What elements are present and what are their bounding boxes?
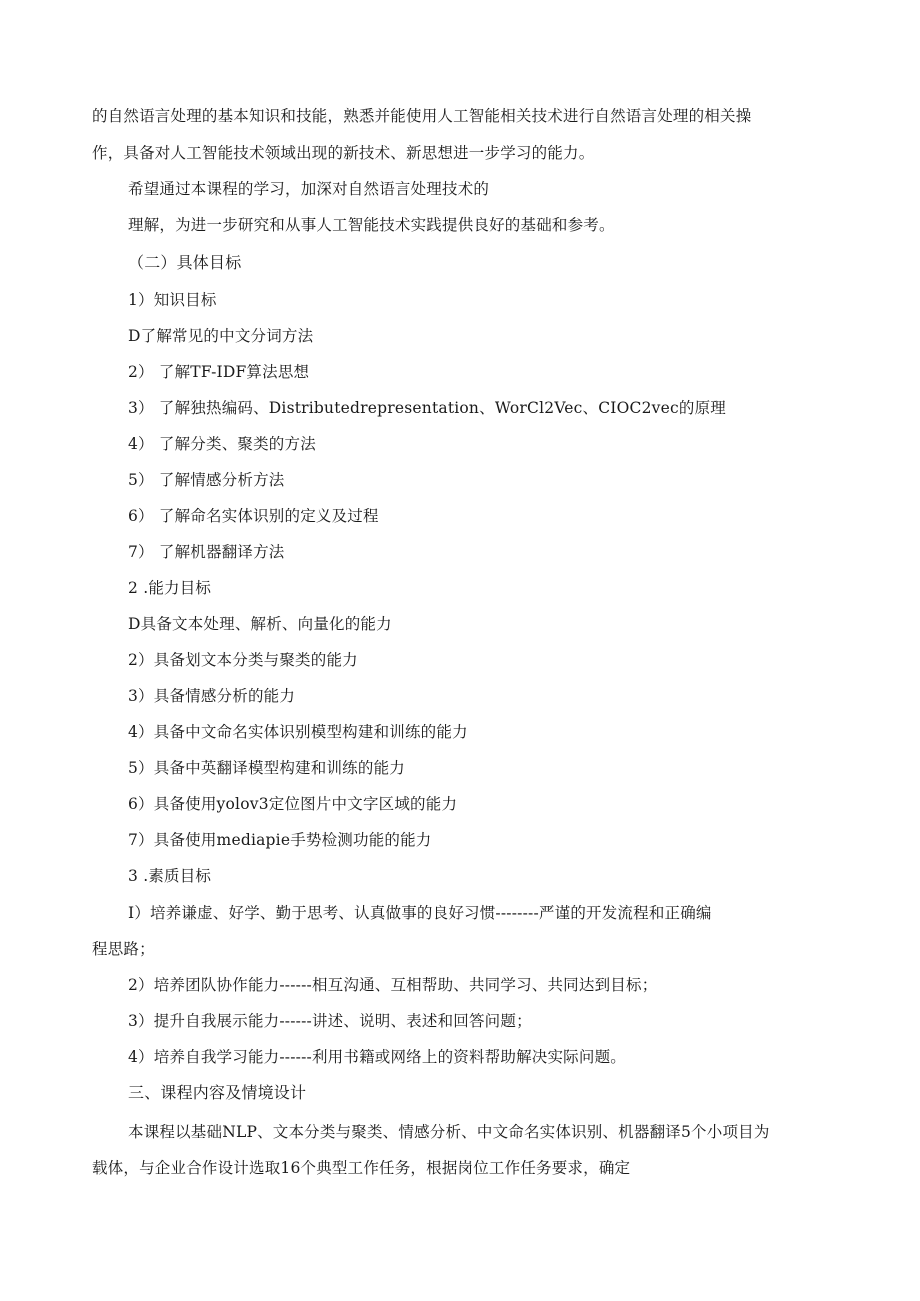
section-heading: （二）具体目标 xyxy=(128,253,242,272)
list-item: 3） 了解独热编码、Distributedrepresentation、WorCl2Vec、CIOC2vec的原理 xyxy=(128,399,726,417)
subsection-heading: 1）知识目标 xyxy=(128,291,217,309)
list-item: 7）具备使用mediapie手势检测功能的能力 xyxy=(128,831,432,849)
subsection-heading: 3 .素质目标 xyxy=(128,867,212,885)
list-item: 4） 了解分类、聚类的方法 xyxy=(128,435,316,453)
list-item: 6）具备使用yolov3定位图片中文字区域的能力 xyxy=(128,795,458,813)
list-item: 4）具备中文命名实体识别模型构建和训练的能力 xyxy=(128,723,468,741)
list-item: 3）具备情感分析的能力 xyxy=(128,687,296,705)
list-item: 2）具备划文本分类与聚类的能力 xyxy=(128,651,358,669)
list-item: I）培养谦虚、好学、勤于思考、认真做事的良好习惯--------严谨的开发流程和正确编 xyxy=(128,904,712,922)
list-item: 5） 了解情感分析方法 xyxy=(128,471,285,489)
list-item: 3）提升自我展示能力------讲述、说明、表述和回答问题； xyxy=(128,1012,532,1030)
paragraph-line: 理解，为进一步研究和从事人工智能技术实践提供良好的基础和参考。 xyxy=(128,216,615,234)
list-item: 2）培养团队协作能力------相互沟通、互相帮助、共同学习、共同达到目标； xyxy=(128,976,658,994)
subsection-heading: 2 .能力目标 xyxy=(128,579,212,597)
section-heading: 三、课程内容及情境设计 xyxy=(128,1083,307,1102)
paragraph-line: 作，具备对人工智能技术领域出现的新技术、新思想进一步学习的能力。 xyxy=(92,144,595,162)
list-item: 6） 了解命名实体识别的定义及过程 xyxy=(128,507,379,525)
list-item: 7） 了解机器翻译方法 xyxy=(128,543,285,561)
paragraph-line: 的自然语言处理的基本知识和技能，熟悉并能使用人工智能相关技术进行自然语言处理的相关操 xyxy=(92,107,752,125)
list-item: D了解常见的中文分词方法 xyxy=(128,327,314,345)
list-item: 4）培养自我学习能力------利用书籍或网络上的资料帮助解决实际问题。 xyxy=(128,1048,626,1066)
paragraph-line: 希望通过本课程的学习，加深对自然语言处理技术的 xyxy=(128,180,490,198)
list-item: 2） 了解TF-IDF算法思想 xyxy=(128,363,310,381)
list-item: D具备文本处理、解析、向量化的能力 xyxy=(128,615,392,633)
paragraph-line: 本课程以基础NLP、文本分类与聚类、情感分析、中文命名实体识别、机器翻译5个小项目为 xyxy=(128,1123,770,1141)
paragraph-line: 载体，与企业合作设计选取16个典型工作任务，根据岗位工作任务要求，确定 xyxy=(92,1159,631,1177)
list-item-continuation: 程思路； xyxy=(92,940,155,958)
list-item: 5）具备中英翻译模型构建和训练的能力 xyxy=(128,759,405,777)
